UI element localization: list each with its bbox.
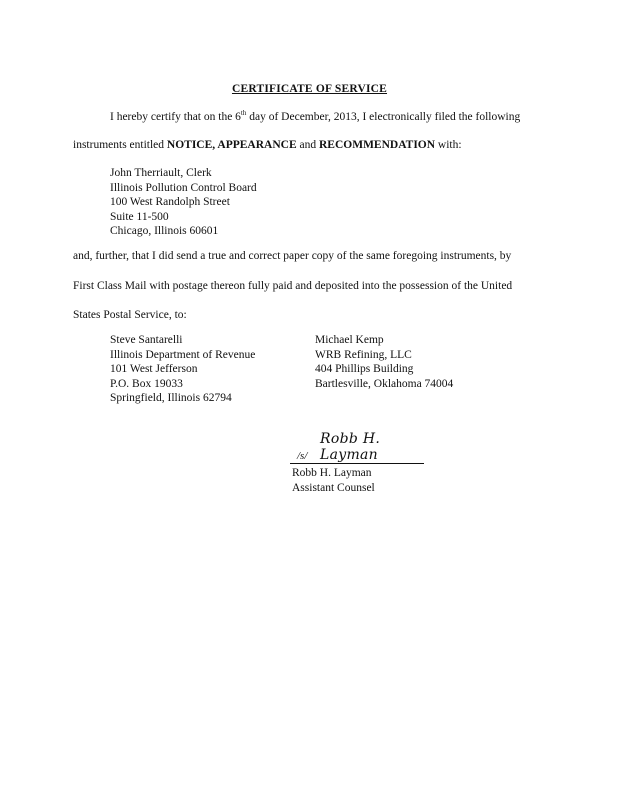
signature-line — [290, 431, 424, 464]
further-line-2: First Class Mail with postage thereon fully paid and deposited into the possession of the United — [73, 280, 513, 292]
signer-title: Assistant Counsel — [292, 481, 375, 494]
signer-block — [292, 466, 375, 495]
address-line: Steve Santarelli — [110, 334, 183, 346]
signer-name: Robb H. Layman — [292, 467, 372, 479]
instruments-and: and — [296, 139, 319, 151]
clerk-address — [110, 166, 257, 239]
recipient-address-right — [315, 333, 453, 391]
instrument-names: NOTICE, APPEARANCE — [166, 139, 297, 151]
address-line: Illinois Pollution Control Board — [110, 181, 257, 194]
certify-text-cont: day of December, 2013, I electronically filed the following — [246, 111, 521, 123]
instruments-prefix: instruments entitled — [73, 139, 167, 151]
address-line: Michael Kemp — [315, 334, 384, 346]
address-line: Illinois Department of Revenue — [110, 348, 256, 361]
address-line: P.O. Box 19033 — [110, 377, 183, 390]
document-title: CERTIFICATE OF SERVICE — [231, 83, 388, 95]
further-line-3: States Postal Service, to: — [73, 309, 187, 321]
address-line: 404 Phillips Building — [315, 363, 414, 375]
certify-text: I hereby certify that on the 6 — [110, 111, 241, 123]
address-line: Springfield, Illinois 62794 — [110, 392, 232, 404]
ordinal-suffix: th — [240, 109, 247, 118]
address-line: Bartlesville, Oklahoma 74004 — [315, 377, 454, 390]
address-line: 101 West Jefferson — [110, 363, 198, 375]
further-line-1: and, further, that I did send a true and correct paper copy of the same foregoing instruments, by — [73, 250, 512, 262]
address-line: WRB Refining, LLC — [315, 348, 412, 361]
address-line: Suite 11-500 — [110, 210, 169, 223]
instrument-recommendation: RECOMMENDATION — [318, 139, 436, 151]
signature-prefix: /s/ — [297, 450, 308, 462]
address-line: 100 West Randolph Street — [110, 196, 230, 208]
handwritten-signature: Robb H. Layman — [320, 431, 381, 463]
instruments-paragraph — [73, 138, 462, 152]
certification-paragraph — [110, 110, 520, 124]
instruments-suffix: with: — [435, 139, 462, 151]
address-line: Chicago, Illinois 60601 — [110, 225, 219, 237]
recipient-address-left — [110, 333, 255, 406]
address-line: John Therriault, Clerk — [110, 167, 212, 179]
